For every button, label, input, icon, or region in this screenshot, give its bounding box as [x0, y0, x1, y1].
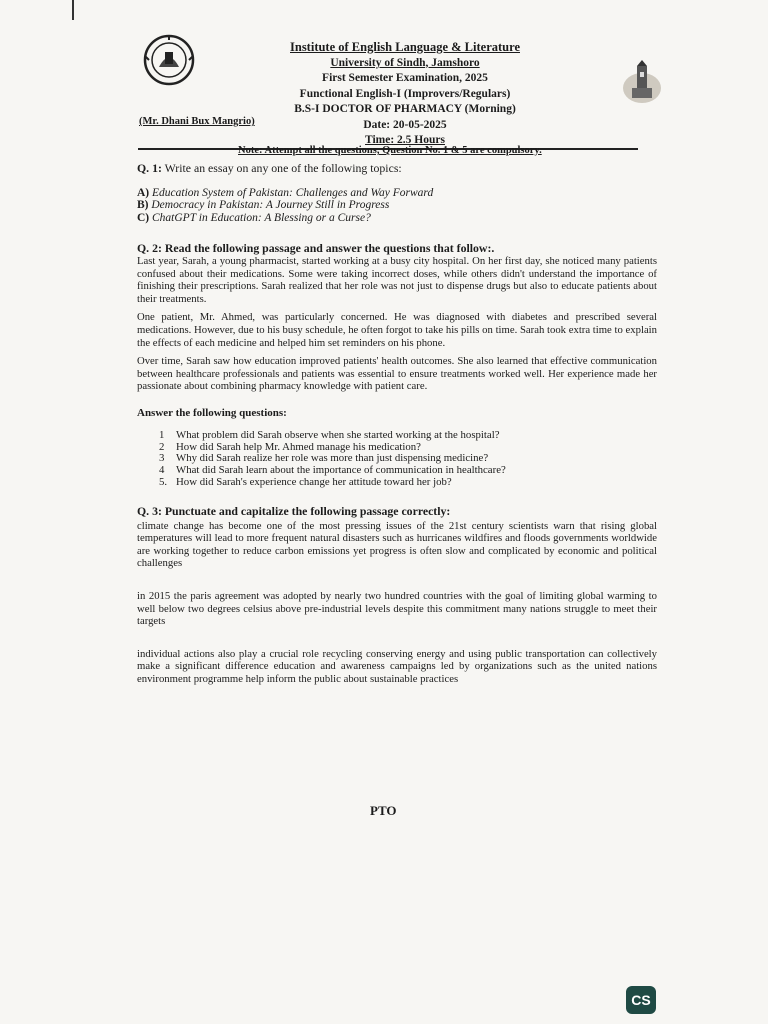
teacher-name: (Mr. Dhani Bux Mangrio) [139, 116, 255, 127]
question-text: How did Sarah help Mr. Ahmed manage his medication? [176, 440, 421, 453]
passage-paragraph: Over time, Sarah saw how education improved patients' health outcomes. She also learned that effective communication between healthcare professionals and patients was essential to ensure treatments worked well. Her experience made her passionate about combining pharmacy knowledge with patient care. [137, 355, 657, 393]
page-edge-mark [72, 0, 74, 20]
question-text: What problem did Sarah observe when she started working at the hospital? [176, 428, 500, 441]
answer-heading: Answer the following questions: [137, 407, 287, 420]
topic-letter: B) [137, 199, 149, 212]
question-item [159, 477, 657, 489]
question-number: 1 [159, 428, 165, 441]
exam-header [240, 40, 570, 149]
question-text: What did Sarah learn about the importance of communication in healthcare? [176, 464, 506, 477]
exam-date: Date: 20-05-2025 [363, 118, 447, 131]
question-number: 2 [159, 440, 165, 453]
exam-content [137, 162, 657, 686]
exam-title: First Semester Examination, 2025 [322, 72, 488, 84]
exam-note: Note: Attempt all the questions, Question No. 1 & 5 are compulsory. [238, 145, 542, 156]
course-title: Functional English-I (Improvers/Regulars) [299, 87, 511, 100]
exam-time: Time: 2.5 Hours [365, 134, 445, 146]
question-1 [137, 162, 657, 224]
question-1-label: Q. 1: [137, 161, 162, 175]
topic-item [137, 212, 657, 225]
institute-tower-icon [622, 58, 662, 104]
pto-label: PTO [370, 803, 397, 818]
institute-name: Institute of English Language & Literature [290, 40, 520, 54]
university-name: University of Sindh, Jamshoro [330, 56, 480, 69]
program-title: B.S-I DOCTOR OF PHARMACY (Morning) [294, 103, 516, 115]
topic-text: Education System of Pakistan: Challenges and Way Forward [149, 186, 434, 199]
topic-text: Democracy in Pakistan: A Journey Still in Progress [148, 199, 390, 212]
university-seal-icon [143, 34, 195, 86]
punctuation-paragraph: in 2015 the paris agreement was adopted by nearly two hundred countries with the goal of limiting global warming to well below two degrees celsius above pre-industrial levels despite this commitment many nations struggle to meet their targets [137, 589, 657, 628]
passage-paragraph: Last year, Sarah, a young pharmacist, started working at a busy city hospital. On her first day, she noticed many patients confused about their medications. Some were taking incorrect doses, while others didn't understand the importance of finishing their prescriptions. Sarah realized that her role was not just to dispense drugs but also to educate patients about their treatments. [137, 255, 657, 305]
topic-text: ChatGPT in Education: A Blessing or a Curse? [149, 211, 371, 224]
question-text: Why did Sarah realize her role was more than just dispensing medicine? [176, 452, 489, 465]
topic-item [137, 199, 657, 212]
question-1-title [137, 162, 657, 175]
question-number: 4 [159, 464, 165, 477]
question-3 [137, 505, 657, 686]
question-3-title: Q. 3: Punctuate and capitalize the following passage correctly: [137, 503, 451, 518]
question-number: 3 [159, 452, 165, 465]
topic-letter: C) [137, 211, 150, 224]
question-1-text: Write an essay on any one of the following topics: [161, 161, 402, 175]
camscanner-badge[interactable]: CS [626, 986, 656, 1014]
question-2-title: Q. 2: Read the following passage and answer the questions that follow:. [137, 241, 495, 256]
comprehension-questions [159, 430, 657, 489]
passage-paragraph: One patient, Mr. Ahmed, was particularly concerned. He was diagnosed with diabetes and prescribed several medications. However, due to his busy schedule, he often forgot to take his pills on time. Sarah took extra time to explain the effects of each medicine and helped him set reminders on his phone. [137, 311, 657, 349]
topic-item [137, 187, 657, 200]
question-number: 5. [159, 476, 168, 489]
topic-letter: A) [137, 186, 150, 199]
question-text: How did Sarah's experience change her attitude toward her job? [176, 476, 452, 489]
punctuation-paragraph: individual actions also play a crucial role recycling conserving energy and using public transportation can collectively make a significant difference education and awareness campaigns led by organizations such as the united nations environment programme help inform the public about sustainable practices [137, 647, 657, 685]
question-2 [137, 242, 657, 489]
punctuation-paragraph: climate change has become one of the most pressing issues of the 21st century scientists warn that rising global temperatures will lead to more frequent natural disasters such as hurricanes wildfires and floods governments worldwide are working together to reduce carbon emissions yet progress is often slow and complicated by economic and political challenges [137, 519, 657, 570]
essay-topics [137, 187, 657, 225]
